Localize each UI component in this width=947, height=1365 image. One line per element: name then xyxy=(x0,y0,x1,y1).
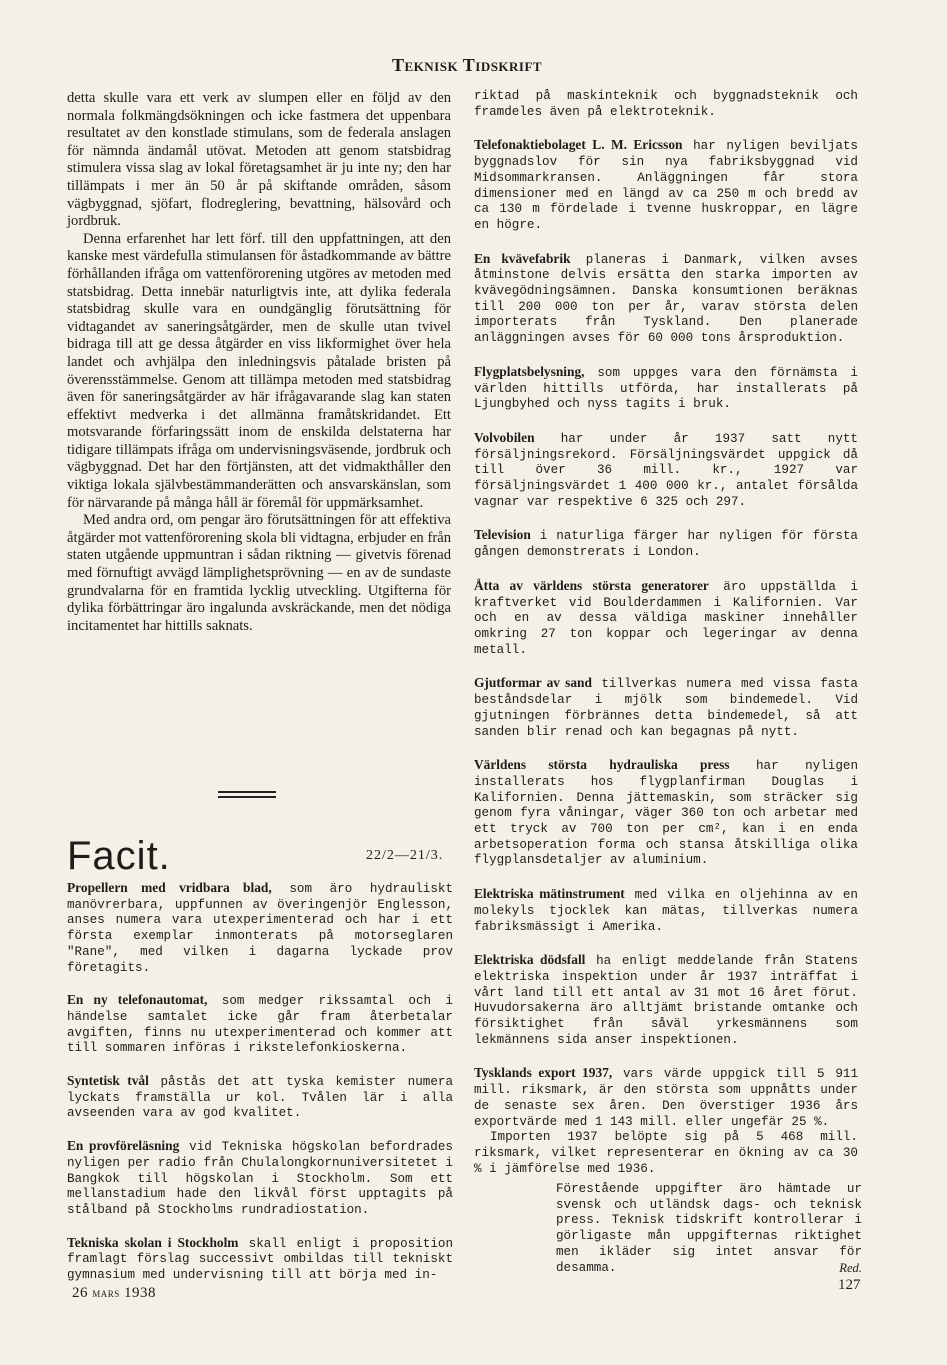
facit-heading: Facit. xyxy=(67,834,171,878)
news-item-lead: En ny telefonautomat, xyxy=(67,992,208,1008)
news-item xyxy=(474,578,858,659)
paragraph-3: Med andra ord, om pengar äro förutsättningen för att effektiva åtgärder mot vattenförorening skola bli vidtagna, erbjuder en från staten utgående uppmuntran i sådan riktning — givetvis förenad med förnuftigt avvägd lämplighetsprövning — en av de sundaste grundvalarna för en framtida lycklig utveckling. Utgifterna för dylika förbättringar äro ingalunda avskräckande, men det nödiga incitamentet har hittills saknats. xyxy=(67,512,451,634)
news-item-body: som medger rikssamtal och i händelse samtalet icke går fram återbetalar avgiften, finns nu utexperimenterad och kommer att till sommaren införas i rikstelefonkioskerna. xyxy=(67,994,453,1056)
news-item-body: som uppges vara den förnämsta i världen hittills utförda, har installerats på Ljungbyhed och nyss tagits i bruk. xyxy=(474,365,858,412)
news-item-lead: En provföreläsning xyxy=(67,1138,180,1154)
news-item-body: planeras i Danmark, vilken avses åtminstone delvis ersätta den starka importen av kvävegödningsämnen. Danska konsumtionen beräknas till 200 000 ton per år, varav största delen importerats från Tyskland. Den planerade anläggningen avses för 60 000 tons årsproduktion. xyxy=(474,252,858,346)
facit-left-column xyxy=(67,880,453,1300)
news-item-lead: Tekniska skolan i Stockholm xyxy=(67,1234,239,1250)
article-continuation xyxy=(67,90,451,635)
facit-right-column xyxy=(474,89,858,1177)
news-item xyxy=(474,364,858,413)
news-item-lead: Flygplatsbelysning, xyxy=(474,363,585,379)
page-number: 127 xyxy=(838,1277,861,1293)
news-item-body: har nyligen installerats hos flygplanfirman Douglas i Kalifornien. Denna jättemaskin, som sträcker sig genom fyra våningar, väger 360 ton och arbetar med ett tryck av 700 ton per cm², kan i en enda arbetsoperation forma och stansa åtskilliga olika flygplansdetaljer av aluminium. xyxy=(474,759,859,868)
news-item-body: påstås det att tyska kemister numera lyckats framställa ur kol. Tvålen lär i alla avseenden vara av god kvalitet. xyxy=(67,1075,454,1121)
news-item-body: i naturliga färger har nyligen för första gången demonstrerats i London. xyxy=(474,529,858,560)
news-item-lead: Propellern med vridbara blad, xyxy=(67,880,272,895)
news-item xyxy=(474,527,858,560)
section-divider xyxy=(218,791,276,798)
paragraph-1: detta skulle vara ett verk av slumpen eller en följd av den normala folkmängdsökningen och icke fastmera det uppenbara resultatet av den konstlade stimulans, som de federala anslagen för nämnda ändamål utövat. Metoden att genom statsbidrag stimulera vissa slag av lokal företagsamhet är ju inte ny; den har tillämpats i mer än 50 år på skiftande områden, såsom vägbyggnad, sjöfart, flodreglering, bevattning, hälsovård och jordbruk. xyxy=(67,90,451,230)
news-item xyxy=(67,1235,453,1284)
news-item xyxy=(67,1138,453,1219)
news-item xyxy=(474,137,858,233)
news-item-lead: Television xyxy=(474,527,531,543)
news-item-lead: Volvobilen xyxy=(474,429,535,445)
news-item-body: äro uppställda i kraftverket vid Boulderdammen i Kalifornien. Var och en av dessa väldiga maskiner innehåller omkring 27 ton koppar och legeringar av denna metall. xyxy=(474,579,858,657)
journal-header: Teknisk Tidskrift xyxy=(392,55,543,75)
news-item-body: ha enligt meddelande från Statens elektriska inspektion under år 1937 inträffat i vårt land till ett antal av 31 mot 16 året förut. Huvudorsakerna äro alltjämt bristande omtanke och försiktighet från såväl yrkesmännens som lekmännens sida anser inspektionen. xyxy=(474,954,858,1047)
news-item-lead: Tysklands export 1937, xyxy=(474,1065,613,1081)
news-item-body: som äro hydrauliskt manövrerbara, uppfunnen av överingenjör Englesson, anses numera vara utexperimenterad och har i ett första exemplar inmonterats på motorseglaren "Rane", med vilken i dagarna lyckade prov företagits. xyxy=(67,882,454,975)
source-disclaimer xyxy=(556,1182,862,1276)
news-item xyxy=(474,757,858,869)
news-item-body: tillverkas numera med vissa fasta beståndsdelar i mjölk som bindemedel. Vid gjutningen förbrännes detta bindemedel, så att sanden blir renad och kan begagnas på nytt. xyxy=(474,677,858,739)
news-item xyxy=(67,880,453,976)
disclaimer-text: Förestående uppgifter äro hämtade ur svensk och utländsk dags- och teknisk press. Teknisk tidskrift kontrollerar i görligaste mån uppgifternas riktighet men ikläder sig intet ansvar för desamma. xyxy=(556,1182,862,1275)
news-item-lead: Åtta av världens största generatorer xyxy=(474,577,709,593)
news-item-lead: En kvävefabrik xyxy=(474,250,571,266)
news-item-body: har nyligen beviljats byggnadslov för sin nya fabriksbyggnad vid Midsommarkransen. Anläggningen får stora dimensioner med en längd av ca 250 m och bredd av ca 130 m fördelade i tvenne huskroppar, en lägre en högre. xyxy=(474,139,858,232)
issue-year: 1938 xyxy=(124,1285,157,1301)
issue-day: 26 xyxy=(72,1285,88,1301)
news-item-lead: Elektriska dödsfall xyxy=(474,952,586,968)
news-item xyxy=(474,430,858,511)
news-item-lead: Världens största hydrauliska press xyxy=(474,757,730,773)
editor-signature: Red. xyxy=(839,1260,862,1275)
news-item-body: skall enligt i proposition framlagt förslag successivt ombildas till tekniskt gymnasium med undervisning till att börja med in- xyxy=(67,1236,454,1283)
news-item xyxy=(474,251,858,347)
facit-date-range: 22/2—21/3. xyxy=(366,848,444,863)
news-item xyxy=(474,1065,858,1130)
issue-date xyxy=(72,1285,156,1302)
continued-text: riktad på maskinteknik och byggnadsteknik och framdeles även på elektroteknik. xyxy=(474,89,858,119)
news-item-body: med vilka en oljehinna av en molekyls tjocklek kan mätas, tillverkas numera fabriksmässigt i Amerika. xyxy=(474,888,858,934)
news-item-lead: Gjutformar av sand xyxy=(474,675,592,691)
paragraph-2: Denna erfarenhet har lett förf. till den uppfattningen, att den kanske mest värdefulla stimulansen för åstadkommande av bättre förhållanden ifråga om vattenförorening utgöres av metoden med statsbidrag. Detta innebär naturligtvis inte, att dylika federala statsbidrag skulle vara en oundgänglig förutsättning för vidtagandet av saneringsåtgärder, men de skulle utan tvivel bidraga till att ge dessa åtgärder en viss likformighet över hela landet och avhjälpa den inledningsvis påtalade bristen på överensstämmelse. Genom att tillämpa metoden med statsbidrag även för saneringsåtgärder av här ifrågavarande slag kan staten effektivt medverka i det allmänna framåtskridandet. Ett motsvarande förfaringssätt inom de enskilda delstaterna har tidigare tillämpats ifråga om undervisningsväsende, jordbruk och vägbyggnad. Det har den förtjänsten, att det vidmakthåller den viktiga lokala självbestämmanderätten och ansvarskänslan, som för närvarande på många håll är föremål för uppmärksamhet. xyxy=(67,230,451,511)
news-item-lead: Syntetisk tvål xyxy=(67,1073,149,1089)
news-item xyxy=(474,886,858,935)
news-item-lead: Telefonaktiebolaget L. M. Ericsson xyxy=(474,137,683,153)
news-item xyxy=(474,675,858,740)
import-paragraph: Importen 1937 belöpte sig på 5 468 mill. riksmark, vilket representerar en ökning av ca 30 % i jämförelse med 1936. xyxy=(474,1130,858,1176)
news-item-body: vid Tekniska högskolan befordrades nyligen per radio från Chulalongkornuniversitetet i Bangkok till högskolan i Stockholm. Som ett mellanstadium hade den likvål först upptagits på stålband på Stockholms rundradiostation. xyxy=(67,1140,453,1217)
news-item xyxy=(67,1073,453,1122)
news-item xyxy=(67,992,453,1057)
news-item-body: vars värde uppgick till 5 911 mill. riksmark, är den största som uppnåtts under de senaste sex åren. Den överstiger 1936 års exportvärde med 1 143 mill. eller ungefär 25 %. xyxy=(474,1067,859,1129)
news-item-lead: Elektriska mätinstrument xyxy=(474,886,625,902)
news-item xyxy=(474,952,858,1048)
news-item-body: har under år 1937 satt nytt försäljningsrekord. Försäljningsvärdet uppgick då till över 36 mill. kr., 1927 var försäljningsvärdet 1 400 000 kr., antalet försålda vagnar var respektive 6 325 och 297. xyxy=(474,431,858,509)
issue-month: mars xyxy=(92,1285,120,1300)
